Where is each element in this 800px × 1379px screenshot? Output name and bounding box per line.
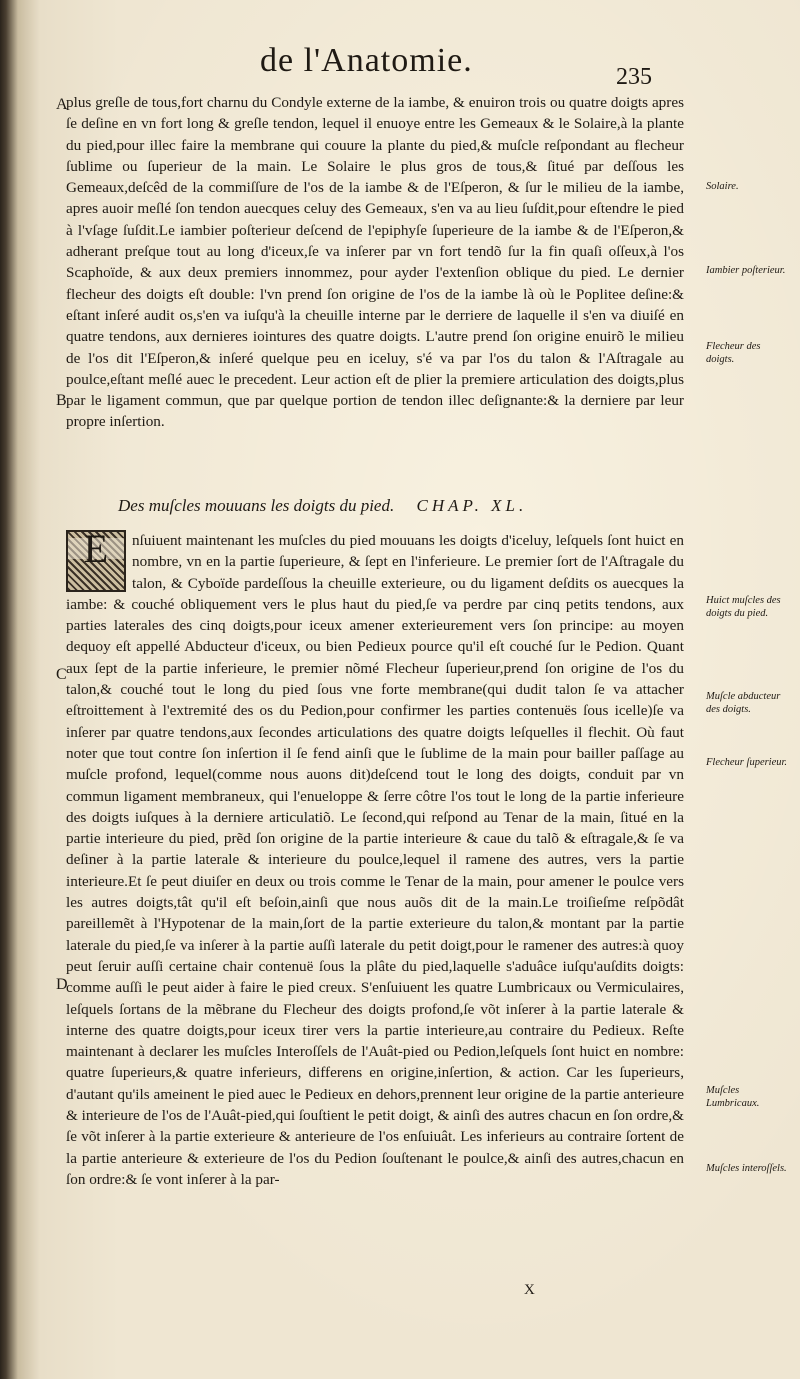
- running-head: de l'Anatomie.: [260, 42, 473, 79]
- paragraph-1: plus greſle de tous,fort charnu du Condyle externe de la iambe, & enuiron trois ou quatre doigts apres ſe deſine en vn fort long & greſle tendon, lequel il enuoye entre les Gemeaux & le Solaire,à la plante du pied,pour illec faire la membrane qui couure la plante du pied,& muſcle reſpondant au flecheur ſublime ou ſuperieur de la main. Le Solaire le plus gros de tous,& ſitué par deſſous les Gemeaux,deſcêd de la commiſſure de l'os de la iambe & de l'Eſperon, & ſur le milieu de la iambe, apres auoir meſlé ſon tendon auecques celuy des Gemeaux, s'en va au lieu ſuſdit,pour eſtendre le pied à l'vſage ſuſdit.Le iambier poſterieur deſcend de l'epiphyſe ſuperieure de la iambe & de l'Eſperon,& adherant preſque tout au long d'iceux,ſe va inſerer par vn fort tendõ ſur la fin quaſi oſſeux,à l'os Scaphoïde, & aux deux premiers innommez, pour ayder l'extenſion oblique du pied. Le dernier flecheur des doigts eſt double: l'vn prend ſon origine de l'os de la iambe là où le Poplitee deſine:& eſtant inſeré audit os,s'en va iuſqu'à la cheuille interne par le derriere de laquelle il s'en va diuiſé en quatre tendons, aux dernieres iointures des quatre doigts. L'autre prend ſon origine enuirõ le milieu de l'os dit l'Eſperon,& inſeré quelque peu en iceluy, s'é va par l'os du talon & l'Aſtragale au poulce,eſtant meſlé auec le precedent. Leur action eſt de plier la premiere articulation des doigts,plus par le ligament commun, que par quelque portion de tendon illec deſignante:& la derniere par leur propre inſertion.: [66, 94, 684, 431]
- chapter-number: CHAP. XL.: [416, 496, 528, 515]
- paragraph-2: [66, 526, 684, 1190]
- dropcap-ornament: [66, 526, 126, 592]
- margin-letter-b: B: [56, 392, 67, 409]
- paragraph-2-text: nſuiuent maintenant les muſcles du pied mouuans les doigts d'iceluy, leſquels ſont huict en nombre, vn en la partie ſuperieure, & ſept en l'inferieure. Le premier ſort de l'Aſtragale du talon, & Cyboïde pardeſſous la cheuille exterieure, ou du ligament deſdits os auecques la iambe: & couché obliquement vers le plus haut du pied,ſe va perdre par cinq petits tendons, aux parties laterales des cinq doigts,pour iceux amener exterieurement vers ſon principe: au moyen dequoy eſt appellé Abducteur d'iceux, ou bien Pedieux pource qu'il eſt couché ſur le Pedion. Quant aux ſept de la partie inferieure, le premier nõmé Flecheur ſuperieur,prend ſon origine de l'os du talon,& couché tout le long du pied ſous vne forte membrane(qui dudit talon ſe va attacher eſtroittement à l'extremité des os du Pedion,pour confirmer les parties contenuës ſous icelle)ſe va inſerer par quatre tendons,aux ſecondes articulations des quatre doigts leſquelles il flechit. Où faut noter que tout contre ſon inſertion il ſe fend ainſi que le ſublime de la main pour bailler paſſage au muſcle profond, lequel(comme nous auons dit)deſcend tout le long des doigts, conduit par vn commun ligament membraneux, qui l'enueloppe & ſerre côtre l'os tout le long de la partie inferieure des doigts iuſques à la derniere articulatiõ. Le ſecond,qui reſpond au Tenar de la main, ſitué en la partie interieure du pied, prẽd ſon origine de la partie interieure & caue du talõ & eſtragale,& ſe va deſiner à la partie laterale & interieure du poulce,lequel il ramene des autres, vers la partie interieure.Et ſe peut diuiſer en deux ou trois comme le Tenar de la main, pour amener le poulce vers les autres doigts,tât qu'il eſt beſoin,ainſi que nous auõs dit de la main.Le troiſieſme reſpõdât pareillemẽt à l'Hypotenar de la main,ſort de la partie exterieure du talon,& montant par la partie laterale du pied,ſe va inſerer à la partie auſſi laterale du petit doigt,pour le ramener des autres:à quoy peut ſeruir auſſi certaine chair contenuë ſous la plâte du pied,laquelle s'aduâce iuſqu'auſdits doigts: comme auſſi le peut aider à faire le pied creux. S'enſuiuent les quatre Lumbricaux ou Vermiculaires, leſquels ſortans de la mẽbrane du Flecheur des doigts profond,ſe võt inſerer à la partie laterale & interne des quatre doigts,pour iceux tirer vers la partie interieure,au contraire du Pedieux. Reſte maintenant à declarer les muſcles Interoſſels de l'Auât-pied ou Pedion,leſquels ſont huict en nombre: quatre ſuperieurs,& quatre inferieurs, differens en origine,inſertion, & action. Car les ſuperieurs, d'autant qu'ils ameinent le pied auec le Pedieux en dehors,prennent leur origine de la partie anterieure & interieure de l'os de l'Auât-pied,qui ſouſtient le petit doigt, & ainſi des autres chacun en ſon ordre,& ſe võt inſerer à la partie exterieure & anterieure de l'os enſuiuât. Les inferieurs au contraire ſortent de la partie anterieure & exterieure de l'os du Pedion ſouſtenant le poulce,& ainſi des autres,chacun en ſon ordre:& ſe vont inſerer à la par-: [66, 532, 684, 1188]
- chapter-heading: [118, 496, 527, 516]
- note-iambier: Iambier poſterieur.: [706, 265, 786, 276]
- note-lumbricaux: Muſcles Lumbricaux.: [706, 1085, 760, 1109]
- dropcap-letter: E: [68, 538, 124, 559]
- note-flecheur: Flecheur des doigts.: [706, 341, 761, 365]
- page-number: 235: [616, 64, 652, 90]
- note-huict-muscles: Huict muſcles des doigts du pied.: [706, 595, 781, 619]
- note-solaire: Solaire.: [706, 181, 739, 192]
- margin-letter-c: C: [56, 666, 67, 683]
- chapter-title: Des muſcles mouuans les doigts du pied.: [118, 496, 395, 515]
- note-interossels: Muſcles interoſſels.: [706, 1163, 787, 1174]
- note-abducteur: Muſcle abducteur des doigts.: [706, 691, 781, 715]
- note-flecheur-superieur: Flecheur ſuperieur.: [706, 757, 788, 768]
- signature-mark: X: [524, 1282, 535, 1298]
- margin-letter-d: D: [56, 976, 68, 993]
- margin-letter-a: A: [56, 96, 68, 113]
